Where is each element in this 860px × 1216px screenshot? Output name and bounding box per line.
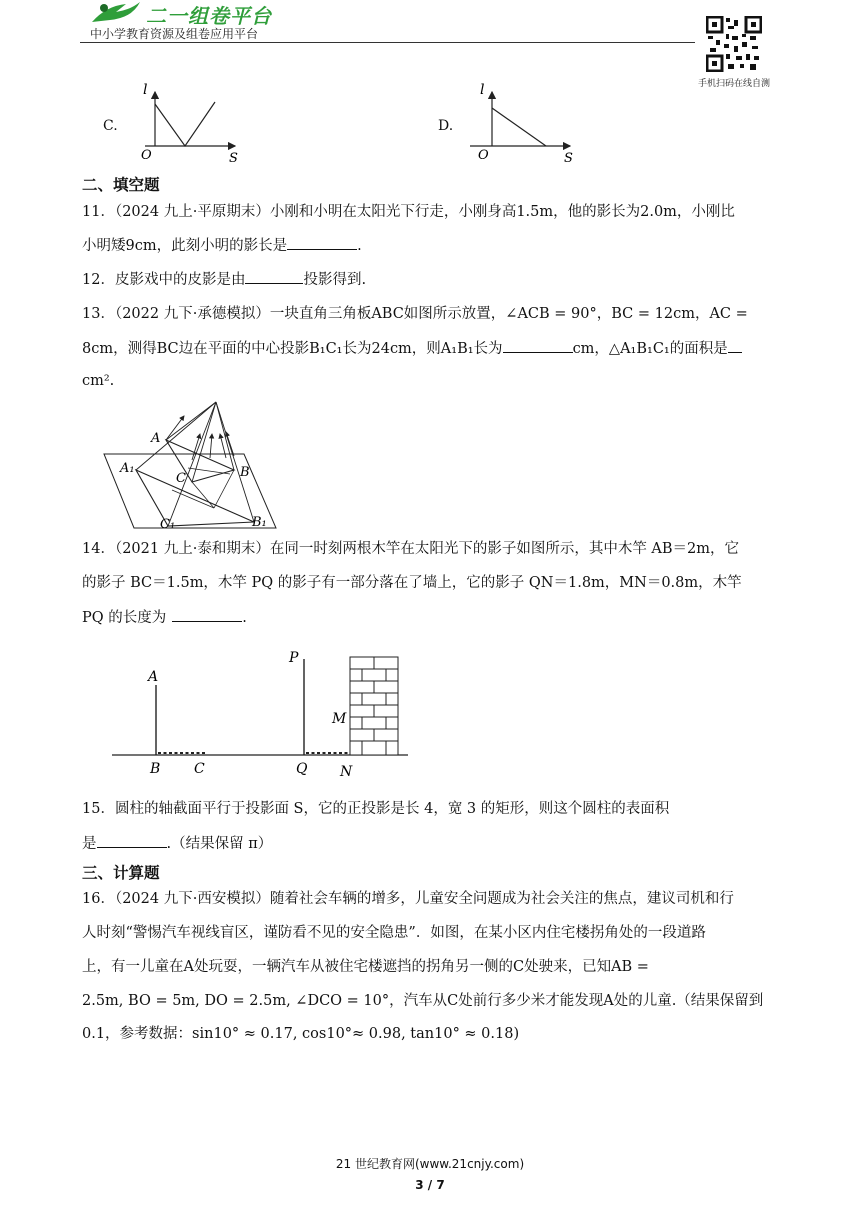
q16-line1: 16．（2024 九下·西安模拟）随着社会车辆的增多，儿童安全问题成为社会关注的焦点，建议司机和行 xyxy=(82,891,734,907)
q11-line1: 11．（2024 九上·平原期末）小刚和小明在太阳光下行走，小刚身高1.5m，他的影长为2.0m，小刚比 xyxy=(82,204,735,220)
option-c-axis-s: S xyxy=(229,151,238,164)
q14-line3 xyxy=(82,607,247,628)
fig13-label-b1: B₁ xyxy=(252,515,267,530)
q14-poles-figure xyxy=(108,645,413,780)
q13-projection-figure xyxy=(100,398,280,533)
q13-line2 xyxy=(82,338,742,359)
q13-text2: 8cm，测得BC边在平面的中心投影B₁C₁长为24cm，则A₁B₁长为 xyxy=(82,341,503,357)
fig14-label-a: A xyxy=(148,669,159,685)
fig14-label-c: C xyxy=(194,761,205,777)
q11-end: . xyxy=(357,238,362,254)
option-d-graph xyxy=(470,82,585,164)
option-d-axis-l: l xyxy=(480,82,485,98)
section-fill-blank-title: 二、填空题 xyxy=(82,176,160,194)
option-d-label: D. xyxy=(438,118,454,134)
q16-line5: 0.1，参考数据：sin10° ≈ 0.17, cos10°≈ 0.98, tan10° ≈ 0.18) xyxy=(82,1026,520,1042)
fig13-label-b: B xyxy=(240,465,250,480)
q13-answer-blank-1[interactable] xyxy=(503,338,573,353)
fig14-label-p: P xyxy=(289,650,299,666)
footer-site: 21 世纪教育网(www.21cnjy.com) xyxy=(335,1157,525,1171)
fig14-label-q: Q xyxy=(296,761,308,777)
option-d-origin: O xyxy=(478,148,489,163)
q15-end: .（结果保留 π） xyxy=(166,836,273,852)
q13-text3: cm，△A₁B₁C₁的面积是 xyxy=(572,341,728,357)
header-rule xyxy=(80,42,695,43)
q15-answer-blank[interactable] xyxy=(97,833,167,848)
section-calculation-title: 三、计算题 xyxy=(82,864,160,882)
logo-runner-icon xyxy=(86,0,146,26)
fig14-label-n: N xyxy=(340,764,353,780)
q15-text2: 是 xyxy=(82,836,97,852)
q13-line1: 13．（2022 九下·承德模拟）一块直角三角板ABC如图所示放置，∠ACB = 90°，BC = 12cm，AC = xyxy=(82,306,748,322)
fig13-label-c: C xyxy=(176,471,186,486)
fig13-label-a: A xyxy=(151,431,161,446)
q12-line xyxy=(82,269,366,290)
q14-line2: 的影子 BC＝1.5m，木竿 PQ 的影子有一部分落在了墙上，它的影子 QN＝1.8m，MN＝0.8m，木竿 xyxy=(82,575,742,591)
logo-text: 二一组卷平台 xyxy=(146,4,272,28)
q15-line2 xyxy=(82,833,272,854)
q16-line4: 2.5m, BO = 5m, DO = 2.5m, ∠DCO = 10°，汽车从C处前行多少米才能发现A处的儿童.（结果保留到 xyxy=(82,993,764,1009)
q13-answer-blank-2[interactable] xyxy=(728,338,742,353)
qr-code-icon[interactable] xyxy=(706,16,762,72)
option-c-label: C. xyxy=(103,118,118,134)
q11-line2 xyxy=(82,235,362,256)
footer-page-number: 3 / 7 xyxy=(415,1178,445,1192)
fig13-label-a1: A₁ xyxy=(120,461,135,476)
q12-answer-blank[interactable] xyxy=(245,269,303,284)
option-c-graph xyxy=(135,82,250,164)
option-c-axis-l: l xyxy=(143,82,148,98)
q11-text: 小明矮9cm，此刻小明的影长是 xyxy=(82,238,288,254)
option-d-axis-s: S xyxy=(564,151,573,164)
q12-end: 投影得到. xyxy=(303,272,367,288)
q11-answer-blank[interactable] xyxy=(287,235,357,250)
header-subtitle: 中小学教育资源及组卷应用平台 xyxy=(90,27,259,41)
fig13-label-c1: C₁ xyxy=(160,517,176,532)
q14-text3: PQ 的长度为 xyxy=(82,610,167,626)
q14-answer-blank[interactable] xyxy=(172,607,242,622)
qr-caption: 手机扫码在线自测 xyxy=(698,79,771,89)
q15-line1: 15．圆柱的轴截面平行于投影面 S，它的正投影是长 4，宽 3 的矩形，则这个圆柱的表面积 xyxy=(82,801,670,817)
q14-line1: 14．（2021 九上·泰和期末）在同一时刻两根木竿在太阳光下的影子如图所示，其中木竿 AB＝2m，它 xyxy=(82,541,740,557)
q16-line2: 人时刻“警惕汽车视线盲区，谨防看不见的安全隐患”．如图，在某小区内住宅楼拐角处的一段道路 xyxy=(82,925,706,941)
q13-line3: cm². xyxy=(82,373,115,389)
q16-line3: 上，有一儿童在A处玩耍，一辆汽车从被住宅楼遮挡的拐角另一侧的C处驶来，已知AB = xyxy=(82,959,649,975)
q14-end: . xyxy=(242,610,247,626)
option-c-origin: O xyxy=(141,148,152,163)
q12-text: 12．皮影戏中的皮影是由 xyxy=(82,272,246,288)
fig14-label-m: M xyxy=(332,711,347,727)
fig14-label-b: B xyxy=(150,761,161,777)
